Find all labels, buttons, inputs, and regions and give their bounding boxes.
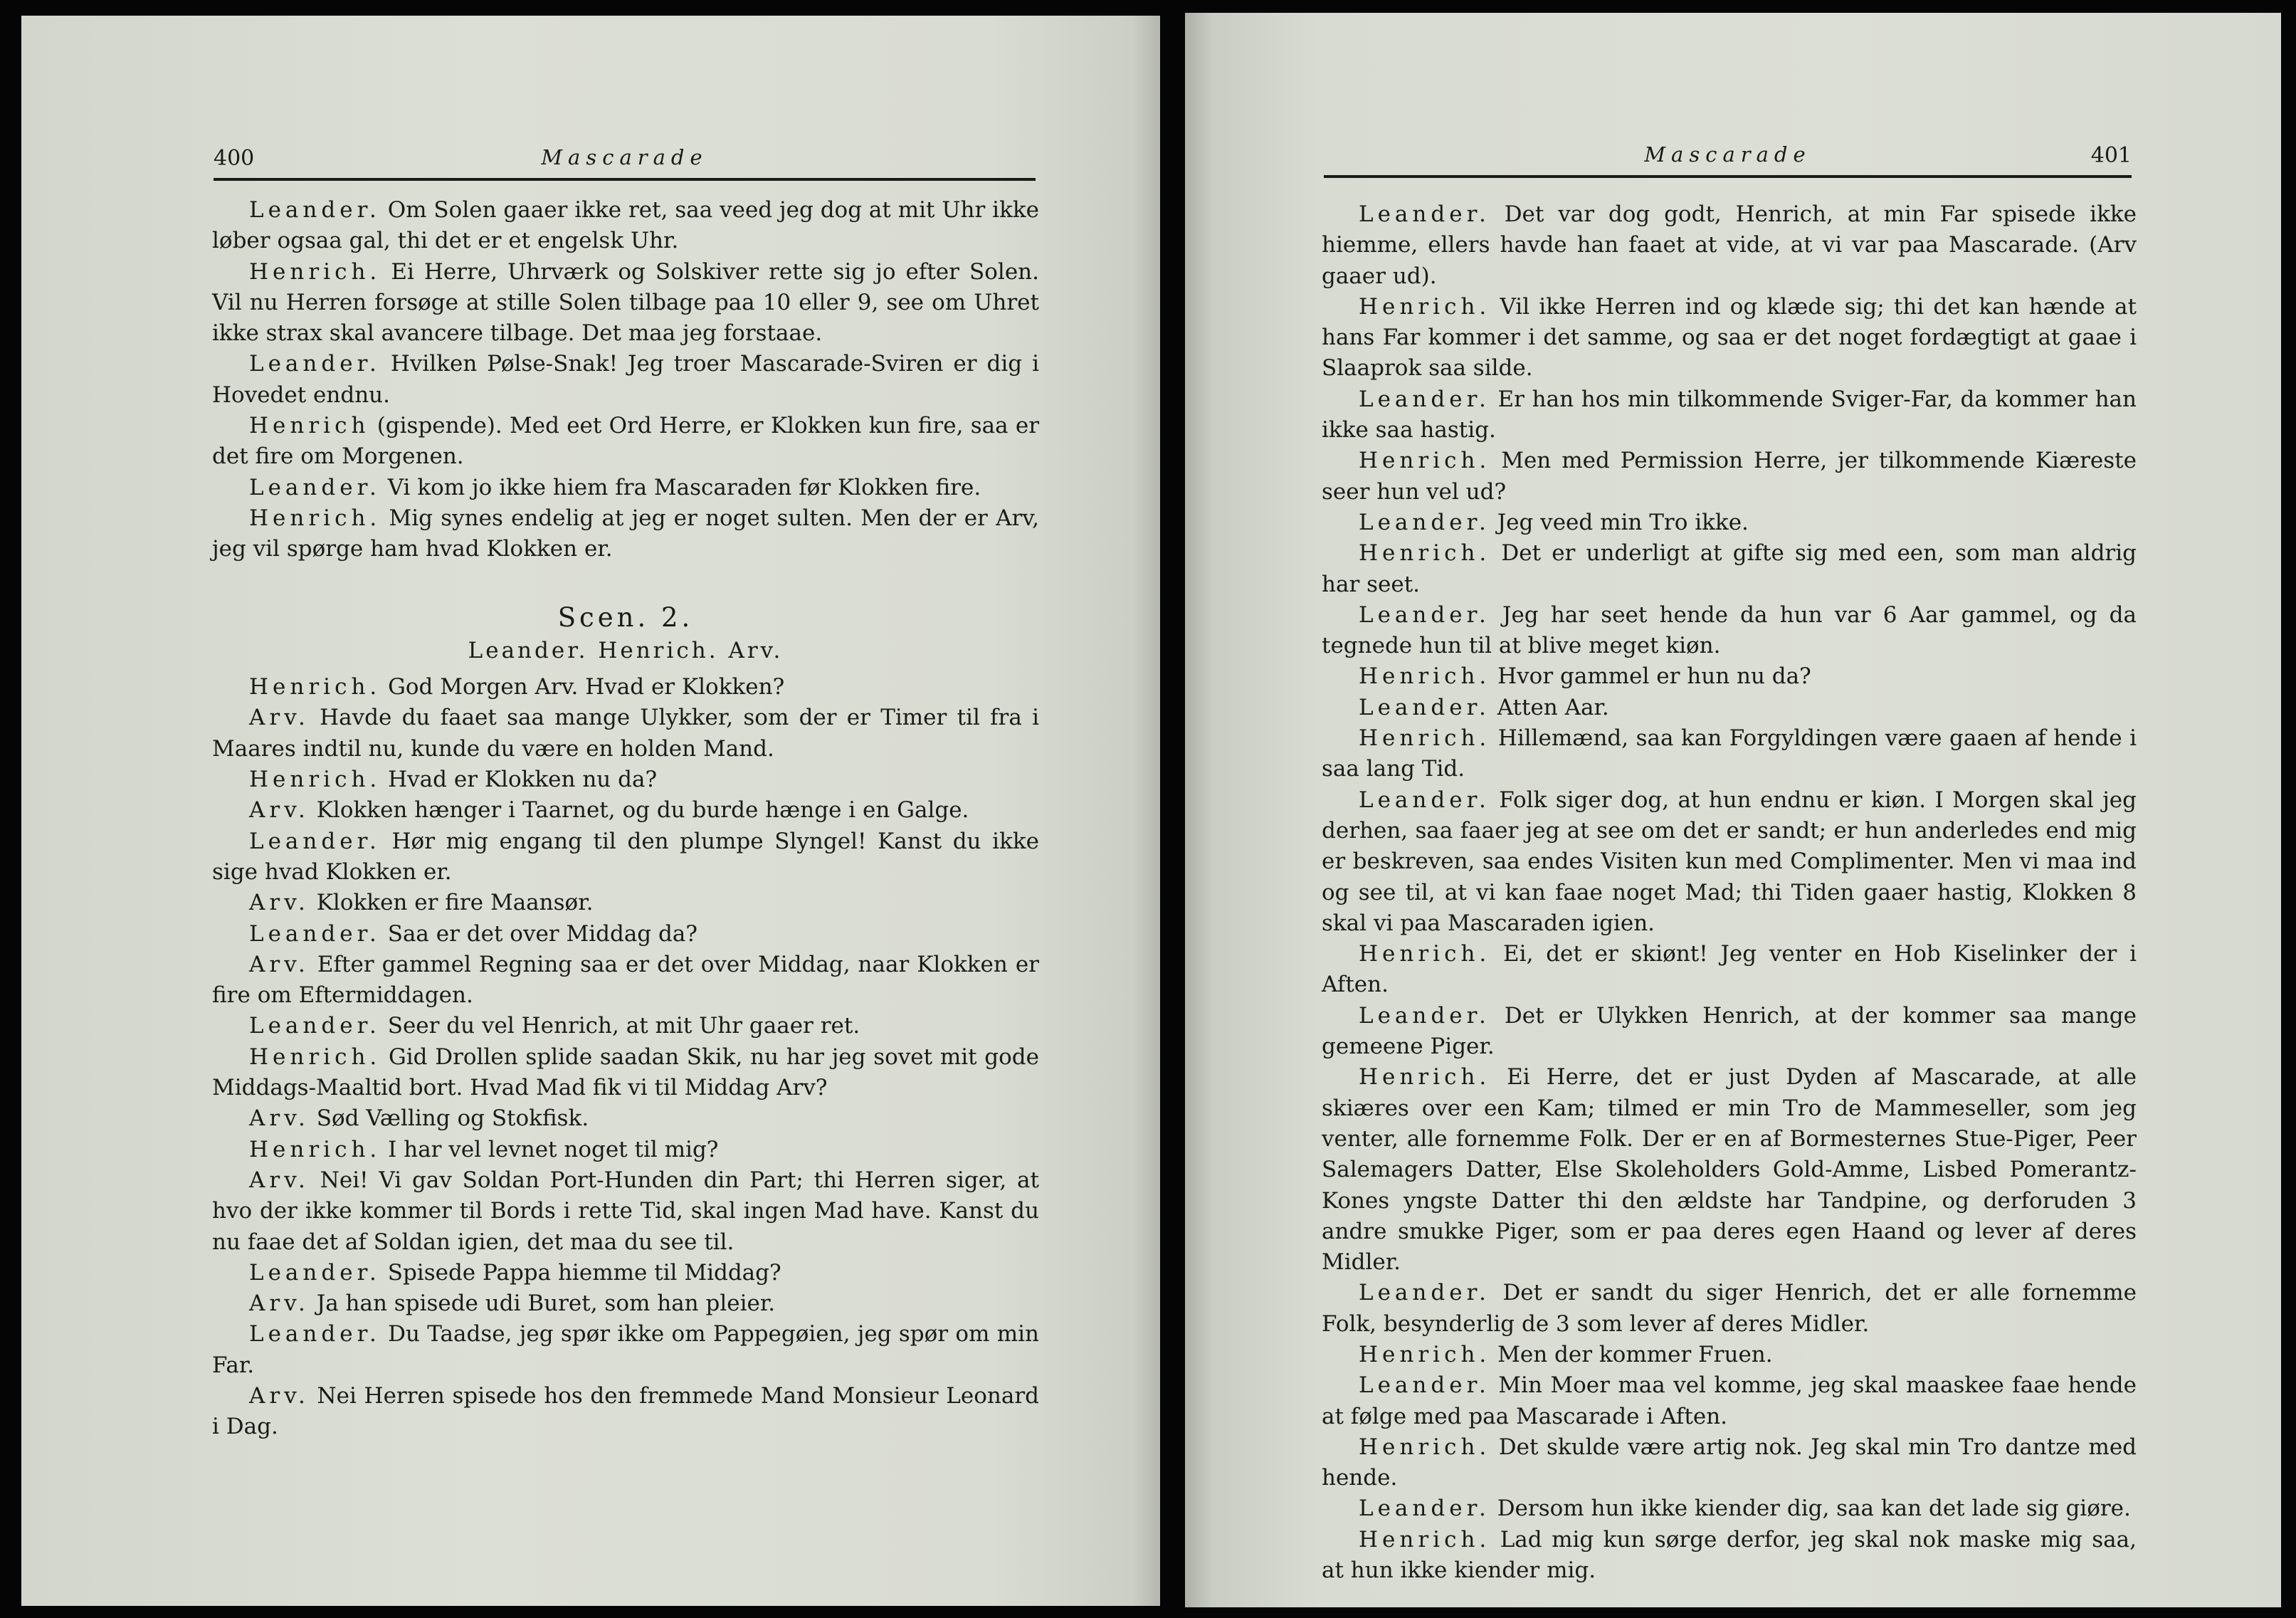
speech-text: Hør mig engang til den plumpe Slyngel! Kanst du ikke sige hvad Klokken er. bbox=[212, 828, 1040, 885]
speaker-name: Arv. bbox=[249, 1167, 310, 1193]
dialogue-paragraph bbox=[1322, 723, 2137, 785]
dialogue-paragraph bbox=[1322, 600, 2137, 662]
dialogue-paragraph bbox=[1322, 292, 2137, 384]
dialogue-paragraph bbox=[1322, 939, 2137, 1001]
speaker-name: Leander. bbox=[249, 920, 381, 947]
dialogue-paragraph bbox=[212, 503, 1039, 565]
speaker-name: Leander. bbox=[249, 1259, 381, 1286]
right-page bbox=[1185, 13, 2281, 1607]
speech-text: Men med Permission Herre, jer tilkommende Kiæreste seer hun vel ud? bbox=[1322, 448, 2137, 505]
speech-text: Om Solen gaaer ikke ret, saa veed jeg dog at mit Uhr ikke løber ogsaa gal, thi det er et engelsk Uhr. bbox=[212, 197, 1040, 254]
speaker-name: Henrich. bbox=[1359, 540, 1491, 567]
speech-text: Ei Herre, det er just Dyden af Mascarade, at alle skiæres over een Kam; tilmed er min Tro de Mammeseller, som jeg venter, alle fornemme Folk. Der er en af Bormesternes Stue-Piger, Peer Salemagers Datter, Else Skoleholders Gold-Amme, Lisbed Pomerantz-Kones yngste Datter thi den ældste har Tandpine, og derforuden 3 andre smukke Piger, som er paa deres egen Haand og lever af deres Midler. bbox=[1322, 1064, 2137, 1276]
dialogue-paragraph bbox=[212, 411, 1039, 473]
dialogue-paragraph bbox=[1322, 1525, 2137, 1587]
dialogue-paragraph bbox=[212, 950, 1039, 1012]
speech-text: Ja han spisede udi Buret, som han pleier. bbox=[316, 1291, 776, 1317]
speech-text: Du Taadse, jeg spør ikke om Pappegøien, jeg spør om min Far. bbox=[212, 1321, 1040, 1378]
gutter-shadow bbox=[1185, 13, 1213, 1607]
page-number: 401 bbox=[2090, 143, 2132, 168]
speaker-name: Arv. bbox=[249, 890, 310, 916]
speaker-name: Leander. bbox=[1359, 386, 1490, 412]
dialogue-paragraph bbox=[212, 765, 1039, 795]
dialogue-paragraph bbox=[1322, 1340, 2137, 1370]
speaker-name: Arv. bbox=[249, 1291, 310, 1317]
dialogue-paragraph bbox=[212, 1319, 1039, 1381]
speaker-name: Henrich bbox=[249, 413, 370, 439]
speech-text: Saa er det over Middag da? bbox=[387, 920, 697, 947]
dialogue-paragraph bbox=[212, 473, 1039, 503]
speech-text: Hvor gammel er hun nu da? bbox=[1497, 663, 1811, 690]
speaker-name: Henrich. bbox=[249, 505, 381, 531]
dialogue-paragraph bbox=[1322, 1001, 2137, 1063]
speech-text: Ei, det er skiønt! Jeg venter en Hob Kiselinker der i Aften. bbox=[1322, 941, 2137, 998]
speech-text: Ei Herre, Uhrværk og Solskiver rette sig jo efter Solen. Vil nu Herren forsøge at stille Solen tilbage paa 10 eller 9, see om Uhret ikke strax skal avancere tilbage. Det maa jeg forstaae. bbox=[212, 258, 1039, 347]
speaker-name: Arv. bbox=[249, 1382, 310, 1409]
speaker-name: Leander. bbox=[249, 197, 381, 223]
dialogue-paragraph bbox=[1322, 693, 2137, 723]
speech-text: Er han hos min tilkommende Sviger-Far, da kommer han ikke saa hastig. bbox=[1322, 386, 2137, 443]
gutter-shadow bbox=[1132, 16, 1160, 1606]
speech-text: Efter gammel Regning saa er det over Middag, naar Klokken er fire om Eftermiddagen. bbox=[212, 951, 1039, 1009]
speaker-name: Leander. bbox=[249, 351, 381, 377]
speaker-name: Leander. bbox=[1359, 694, 1490, 720]
speech-text: Min Moer maa vel komme, jeg skal maaskee faae hende at følge med paa Mascarade i Aften. bbox=[1322, 1372, 2137, 1429]
speech-text: Spisede Pappa hiemme til Middag? bbox=[387, 1259, 781, 1286]
speaker-name: Leander. bbox=[1359, 1496, 1490, 1522]
speech-text: I har vel levnet noget til mig? bbox=[388, 1136, 719, 1162]
speaker-name: Arv. bbox=[249, 951, 310, 977]
dialogue-paragraph bbox=[1322, 538, 2137, 600]
speech-text: Vil ikke Herren ind og klæde sig; thi det kan hænde at hans Far kommer i det samme, og saa er det noget fordægtigt at gaae i Slaaprok saa silde. bbox=[1322, 293, 2137, 382]
dialogue-paragraph bbox=[212, 195, 1039, 257]
speaker-name: Henrich. bbox=[249, 258, 381, 285]
dialogue-block bbox=[1322, 199, 2137, 1586]
scene-heading: Scen. 2. bbox=[557, 602, 694, 633]
speaker-name: Henrich. bbox=[1359, 293, 1491, 320]
speaker-name: Leander. bbox=[249, 1321, 381, 1348]
speech-text: Hvilken Pølse-Snak! Jeg troer Mascarade-Sviren er dig i Hovedet endnu. bbox=[212, 351, 1039, 408]
speech-text: Folk siger dog, at hun endnu er kiøn. I Morgen skal jeg derhen, saa faaer jeg at see om det er sandt; er hun anderledes end mig er beskreven, saa endes Visiten kun med Complimenter. Men vi maa ind og see til, at vi kan faae noget Mad; thi Tiden gaaer hastig, Klokken 8 skal vi paa Mascaraden igien. bbox=[1322, 787, 2137, 936]
speech-text: Dersom hun ikke kiender dig, saa kan det lade sig giøre. bbox=[1497, 1496, 2131, 1522]
dialogue-paragraph bbox=[212, 1042, 1039, 1104]
speaker-name: Henrich. bbox=[1359, 1526, 1491, 1553]
speaker-name: Arv. bbox=[249, 797, 310, 824]
dialogue-paragraph bbox=[1322, 199, 2137, 292]
dialogue-paragraph bbox=[212, 1381, 1039, 1443]
speech-text: Nei! Vi gav Soldan Port-Hunden din Part; thi Herren siger, at hvo der ikke kommer til Bords i rette Tid, skal ingen Mad have. Kanst du nu faae det af Soldan igien, det maa du see til. bbox=[212, 1167, 1039, 1255]
dialogue-paragraph bbox=[212, 1288, 1039, 1319]
dialogue-paragraph bbox=[212, 1011, 1039, 1041]
dialogue-paragraph bbox=[1322, 1062, 2137, 1278]
speaker-name: Henrich. bbox=[1359, 1341, 1491, 1367]
speech-text: (gispende). Med eet Ord Herre, er Klokken kun fire, saa er det fire om Morgenen. bbox=[212, 413, 1040, 470]
speaker-name: Henrich. bbox=[1359, 1434, 1491, 1460]
speaker-name: Henrich. bbox=[1359, 663, 1491, 690]
speaker-name: Leander. bbox=[1359, 509, 1490, 535]
left-page bbox=[21, 16, 1160, 1606]
speech-text: Vi kom jo ikke hiem fra Mascaraden før Klokken fire. bbox=[387, 474, 981, 500]
speech-text: Jeg veed min Tro ikke. bbox=[1497, 509, 1749, 535]
dialogue-paragraph bbox=[212, 1103, 1039, 1134]
dialogue-paragraph bbox=[1322, 661, 2137, 692]
speaker-name: Leander. bbox=[1359, 1280, 1490, 1306]
speaker-name: Arv. bbox=[249, 705, 310, 731]
dialogue-paragraph bbox=[1322, 1432, 2137, 1494]
speech-text: Nei Herren spisede hos den fremmede Mand Monsieur Leonard i Dag. bbox=[212, 1382, 1039, 1440]
dialogue-paragraph bbox=[212, 349, 1039, 411]
dialogue-paragraph bbox=[1322, 785, 2137, 939]
dialogue-paragraph bbox=[1322, 384, 2137, 446]
dialogue-paragraph bbox=[212, 1258, 1039, 1288]
speaker-name: Henrich. bbox=[1359, 725, 1491, 752]
speaker-name: Leander. bbox=[249, 1013, 381, 1039]
dialogue-paragraph bbox=[212, 919, 1039, 950]
speaker-name: Henrich. bbox=[249, 674, 381, 700]
speech-text: Gid Drollen splide saadan Skik, nu har jeg sovet mit gode Middags-Maaltid bort. Hvad Mad fik vi til Middag Arv? bbox=[212, 1044, 1039, 1101]
dialogue-paragraph bbox=[1322, 508, 2137, 538]
speech-text: Sød Vælling og Stokfisk. bbox=[316, 1105, 589, 1132]
speaker-name: Leander. bbox=[1359, 787, 1490, 813]
speaker-name: Arv. bbox=[249, 1105, 310, 1132]
dialogue-paragraph bbox=[212, 1135, 1039, 1165]
speaker-name: Leander. bbox=[1359, 1372, 1490, 1399]
running-title: Mascarade bbox=[541, 145, 708, 169]
speech-text: Atten Aar. bbox=[1497, 694, 1609, 720]
dialogue-paragraph bbox=[212, 888, 1039, 918]
speech-text: Men der kommer Fruen. bbox=[1497, 1341, 1773, 1367]
speaker-name: Henrich. bbox=[1359, 941, 1491, 967]
speaker-name: Leander. bbox=[249, 474, 381, 500]
dialogue-block bbox=[212, 672, 1039, 1442]
dialogue-paragraph bbox=[212, 826, 1039, 888]
speech-text: Klokken er fire Maansør. bbox=[316, 890, 594, 916]
right-page-header bbox=[1324, 132, 2132, 178]
speaker-name: Henrich. bbox=[1359, 448, 1491, 474]
dialogue-paragraph bbox=[1322, 1493, 2137, 1524]
speech-text: God Morgen Arv. Hvad er Klokken? bbox=[388, 674, 785, 700]
speech-text: Hillemænd, saa kan Forgyldingen være gaaen af hende i saa lang Tid. bbox=[1322, 725, 2137, 782]
speech-text: Mig synes endelig at jeg er noget sulten. Men der er Arv, jeg vil spørge ham hvad Klokken er. bbox=[212, 505, 1039, 562]
dialogue-paragraph bbox=[212, 257, 1039, 350]
dialogue-paragraph bbox=[212, 1165, 1039, 1258]
speaker-name: Leander. bbox=[1359, 602, 1490, 628]
dialogue-paragraph bbox=[212, 703, 1039, 765]
speech-text: Det er sandt du siger Henrich, det er alle fornemme Folk, besynderlig de 3 som lever af deres Midler. bbox=[1322, 1280, 2137, 1337]
left-page-header bbox=[214, 135, 1036, 181]
speech-text: Det skulde være artig nok. Jeg skal min Tro dantze med hende. bbox=[1322, 1434, 2137, 1491]
dialogue-paragraph bbox=[1322, 1370, 2137, 1432]
speaker-name: Leander. bbox=[1359, 201, 1490, 227]
speaker-name: Henrich. bbox=[249, 1044, 381, 1070]
speaker-name: Leander. bbox=[1359, 1002, 1490, 1029]
dialogue-paragraph bbox=[212, 672, 1039, 703]
speech-text: Hvad er Klokken nu da? bbox=[388, 767, 658, 793]
page-number: 400 bbox=[214, 146, 255, 171]
speech-text: Jeg har seet hende da hun var 6 Aar gammel, og da tegnede hun til at blive meget kiøn. bbox=[1322, 602, 2137, 659]
dialogue-paragraph bbox=[1322, 1278, 2137, 1340]
speaker-name: Henrich. bbox=[249, 767, 381, 793]
speaker-name: Henrich. bbox=[249, 1136, 381, 1162]
speaker-name: Henrich. bbox=[1359, 1064, 1491, 1091]
dialogue-paragraph bbox=[212, 795, 1039, 826]
dialogue-paragraph bbox=[1322, 446, 2137, 508]
scene-cast: Leander. Henrich. Arv. bbox=[468, 637, 784, 663]
speaker-name: Leander. bbox=[249, 828, 381, 854]
speech-text: Klokken hænger i Taarnet, og du burde hænge i en Galge. bbox=[316, 797, 969, 824]
right-page-text bbox=[1322, 199, 2137, 1586]
running-title: Mascarade bbox=[1644, 142, 1811, 167]
speech-text: Det var dog godt, Henrich, at min Far spisede ikke hiemme, ellers havde han faaet at vide, at vi var paa Mascarade. (Arv gaaer ud). bbox=[1322, 201, 2137, 289]
dialogue-block bbox=[212, 195, 1039, 565]
speech-text: Havde du faaet saa mange Ulykker, som der er Timer til fra i Maares indtil nu, kunde du være en holden Mand. bbox=[212, 705, 1039, 762]
left-page-text bbox=[212, 195, 1039, 1443]
speech-text: Det er underligt at gifte sig med een, som man aldrig har seet. bbox=[1322, 540, 2137, 597]
speech-text: Det er Ulykken Henrich, at der kommer saa mange gemeene Piger. bbox=[1322, 1002, 2137, 1060]
speech-text: Lad mig kun sørge derfor, jeg skal nok maske mig saa, at hun ikke kiender mig. bbox=[1322, 1526, 2137, 1584]
speech-text: Seer du vel Henrich, at mit Uhr gaaer ret. bbox=[387, 1013, 860, 1039]
